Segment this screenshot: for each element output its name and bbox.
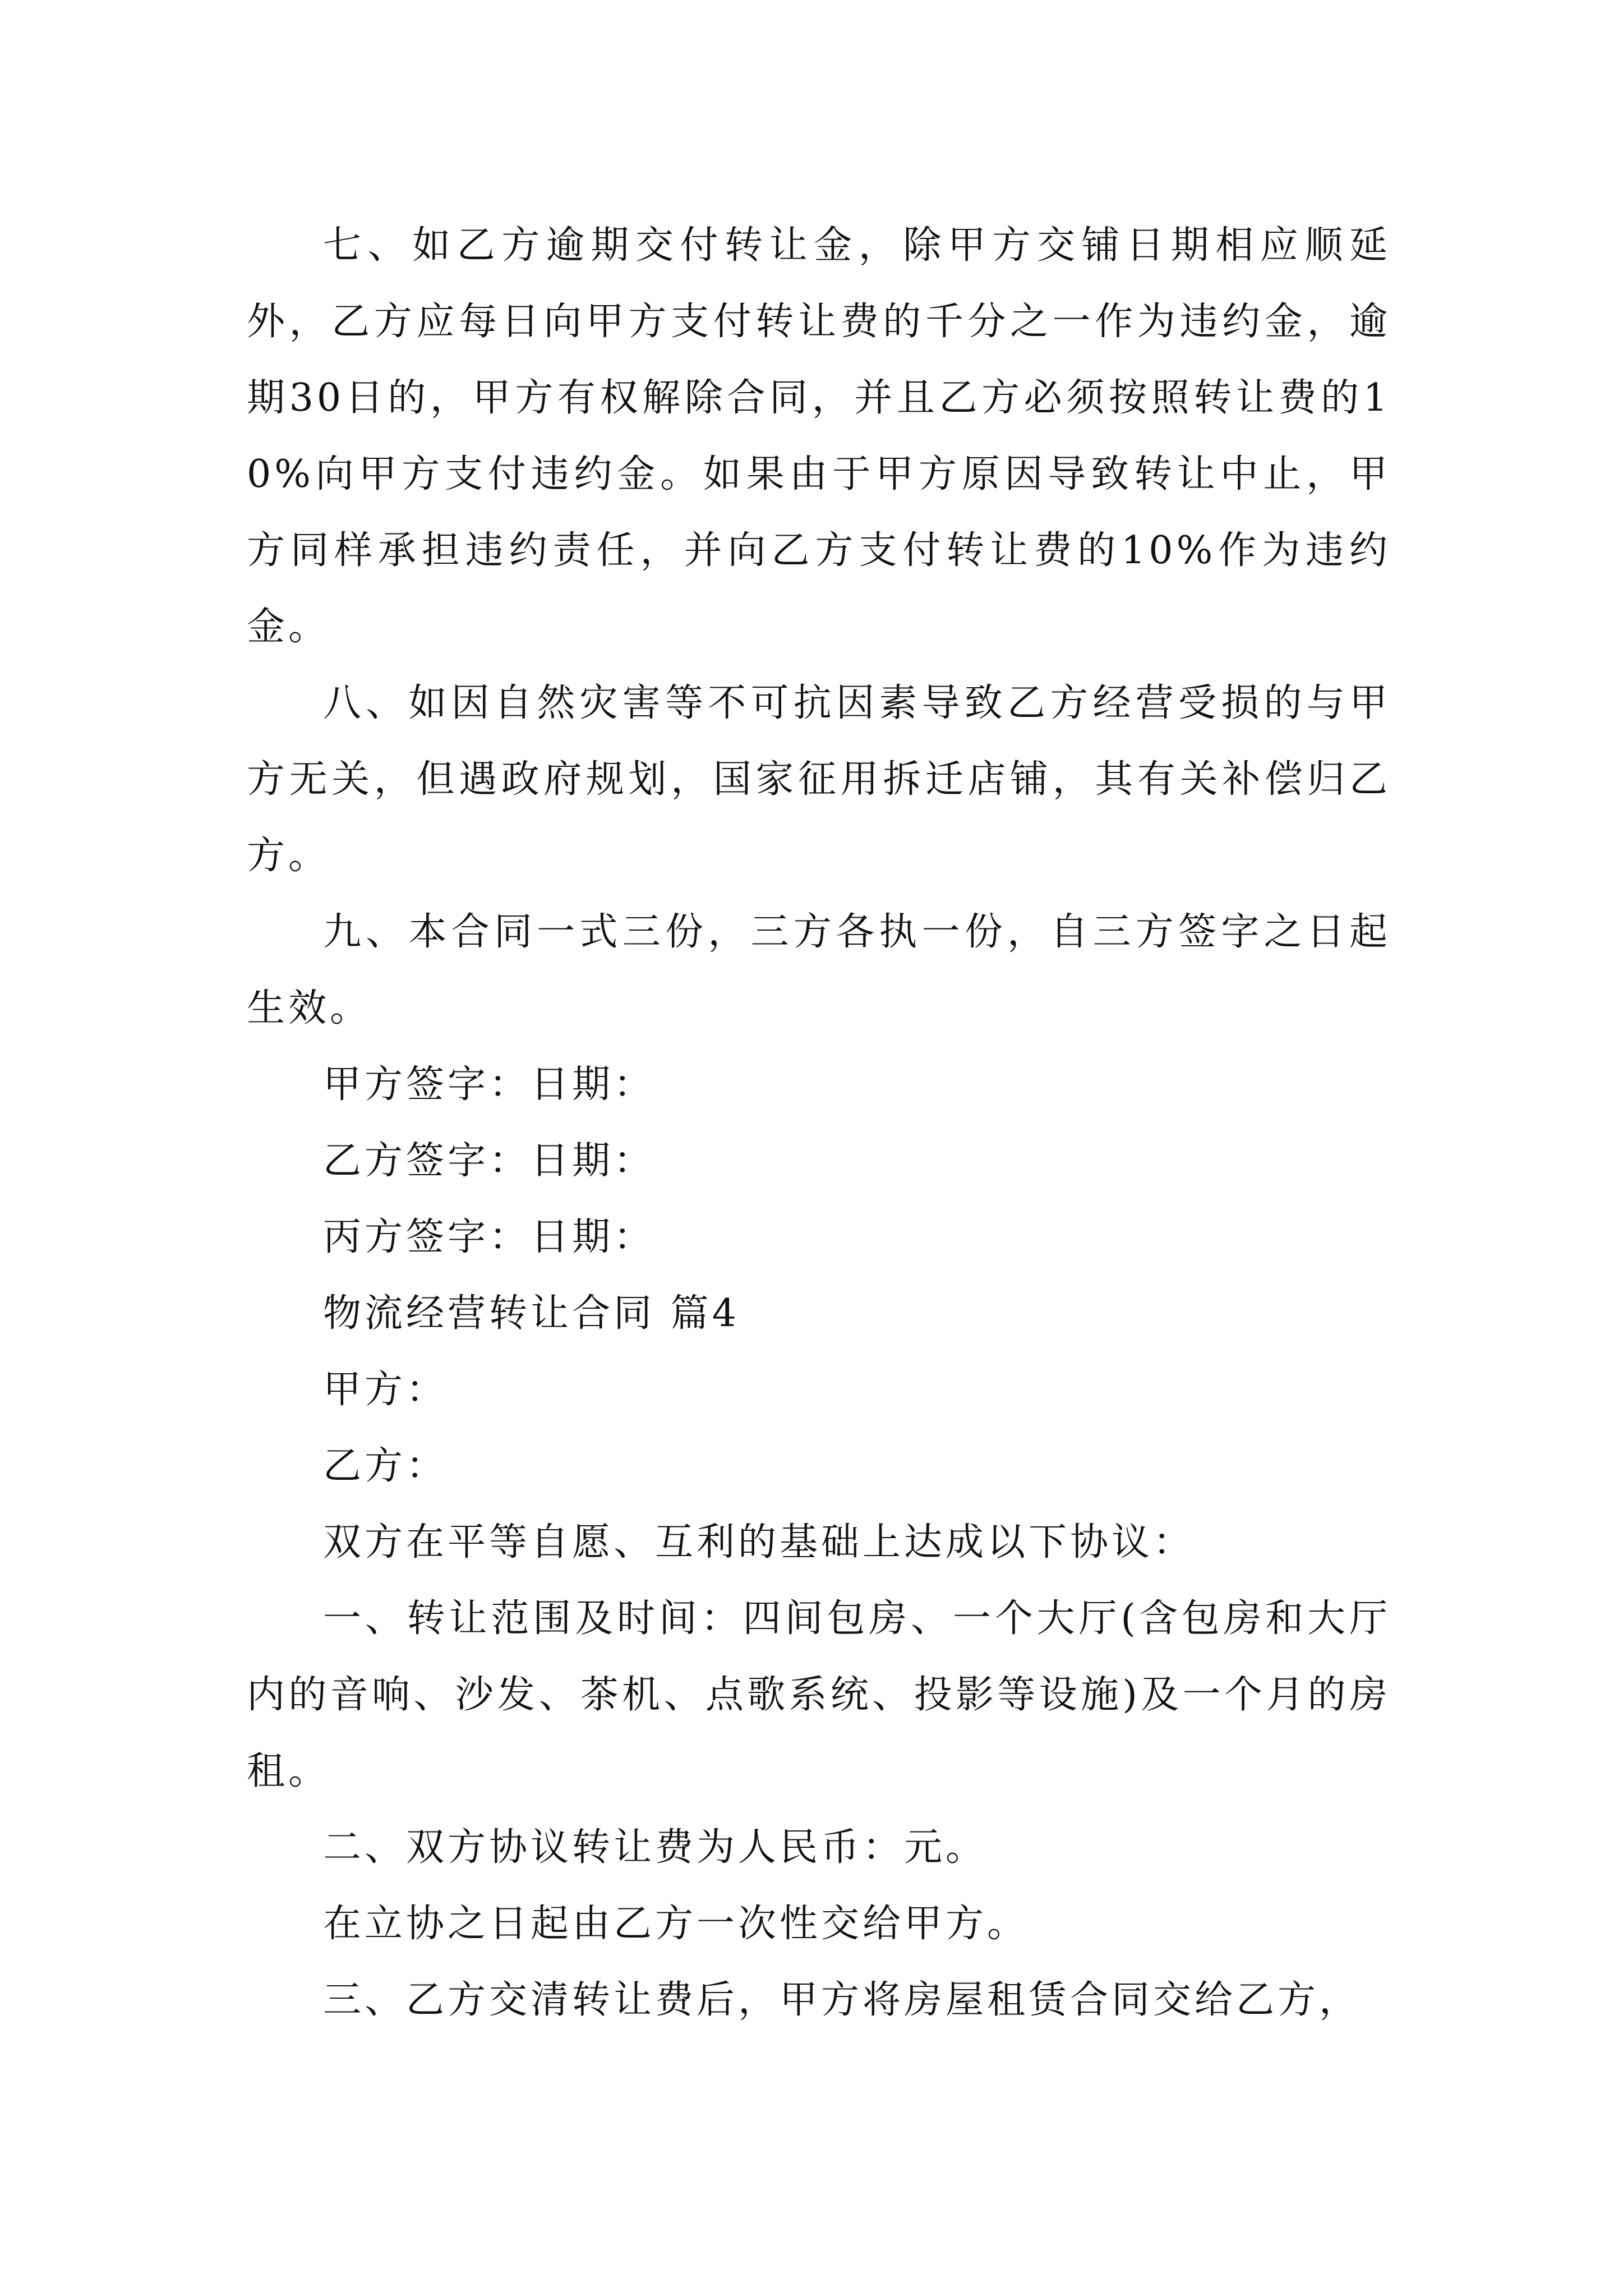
paragraph-clause-8: 八、如因自然灾害等不可抗因素导致乙方经营受损的与甲方无关，但遇政府规划，国家征用拆迁店铺，其有关补偿归乙方。 [247, 681, 1391, 878]
section-heading: 物流经营转让合同 篇4 [323, 1291, 740, 1336]
paragraph-clause-1: 一、转让范围及时间：四间包房、一个大厅(含包房和大厅内的音响、沙发、茶机、点歌系统、投影等设施)及一个月的房租。 [247, 1596, 1391, 1793]
agreement-intro: 双方在平等自愿、互利的基础上达成以下协议： [323, 1520, 1195, 1565]
paragraph-clause-7: 七、如乙方逾期交付转让金，除甲方交铺日期相应顺延外，乙方应每日向甲方支付转让费的千分之一作为违约金，逾期30日的，甲方有权解除合同，并且乙方必须按照转让费的10%向甲方支付违约金。如果由于甲方原因导致转让中止，甲方同样承担违约责任，并向乙方支付转让费的10%作为违约金。 [247, 223, 1391, 649]
paragraph-clause-9: 九、本合同一式三份，三方各执一份，自三方签字之日起生效。 [247, 910, 1391, 1030]
document-body [247, 208, 1391, 2039]
paragraph-clause-2: 二、双方协议转让费为人民币：元。 [323, 1825, 988, 1870]
party-b-line: 乙方： [323, 1444, 448, 1488]
signature-line-party-b: 乙方签字：日期： [323, 1139, 656, 1183]
party-a-line: 甲方： [323, 1368, 448, 1412]
payment-note: 在立协之日起由乙方一次性交给甲方。 [323, 1902, 1029, 1946]
paragraph-clause-3: 三、乙方交清转让费后，甲方将房屋租赁合同交给乙方， [323, 1978, 1361, 2022]
signature-line-party-a: 甲方签字：日期： [323, 1062, 656, 1107]
signature-line-party-c: 丙方签字：日期： [323, 1215, 656, 1259]
